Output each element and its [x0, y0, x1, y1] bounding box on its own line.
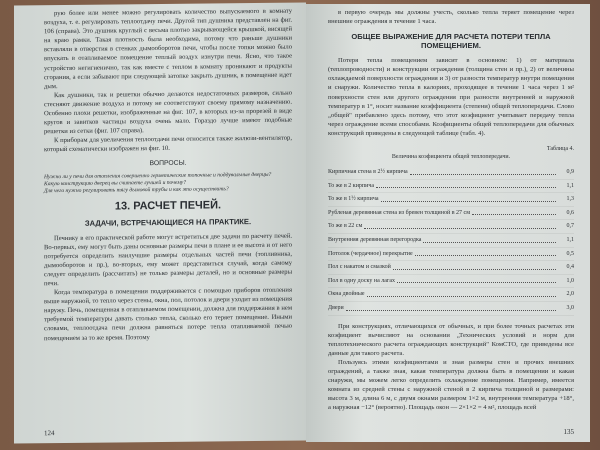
row-name: Пол с накатом и смазкой: [328, 264, 391, 271]
row-name: Двери: [328, 304, 344, 311]
leader-dots: [364, 220, 556, 229]
row-name: То же в 1½ кирпича: [328, 196, 379, 203]
table-row: [328, 193, 574, 207]
row-name: То же в 22 см: [328, 223, 363, 230]
table-row: [328, 275, 574, 289]
question: Какую конструкцию дверец вы считаете лучшей и почему?: [44, 179, 187, 187]
leader-dots: [346, 302, 556, 311]
paragraph: в первую очередь мы должны учесть, сколько тепла теряет помещение через внешние ограждения в течение 1 часа.: [328, 9, 574, 26]
leader-dots: [376, 180, 556, 189]
leader-dots: [410, 166, 556, 175]
table-row: [328, 220, 574, 234]
section-title: ЗАДАЧИ, ВСТРЕЧАЮЩИЕСЯ НА ПРАКТИКЕ.: [84, 216, 252, 228]
table-row: [328, 261, 574, 275]
paragraph: рую более или менее можно регулировать количество выпускаемого в комнату воздуха, т. е. регулировать теплоотдачу печи. Другой тип душника представлен на фиг. 106 (справа). Это душник круглый с весьма плотно закрывающейся крышкой, висящей на краю рамки. Такая плотность была необходима, потому что раньше душники вставляли в отверстия в стенках дымооборотов печи, чтобы после топки можно было впускать в отапливаемое помещение теплый воздух изнутри печи. Ясно, что такое устройство негигиенично, так как вместе с теплом в комнату проникают и продукты сгорания, а если забывают при следующей затопке закрыть душник, в помещение идет дым.: [44, 7, 292, 90]
leader-dots: [423, 234, 556, 243]
row-value: 0,4: [566, 264, 574, 271]
paragraph: Потеря тепла помещением зависит в основном: 1) от материала (теплопроводности) и конструкции ограждения (толщина стен и пр.), 2) от величины охлаждаемой поверхности ограждения и 3) от разности температур внутри помещения и снаружи. Количество тепла в калориях, проходящее в течение 1 часа через 1 м² поверхности стен или другого ограждения при разности внутренней и наружной температур в 1°, носит название коэффициента (степени) общей теплопередачи. Слово „общей" прибавлено здесь потому, что этот коэфициент учитывает передачу тепла через ограждение всеми способами. Коэфициенты общей теплопередачи для обычных конструкций приведены в следующей таблице (табл. 4).: [328, 57, 574, 137]
table-label: Таблица 4.: [546, 146, 574, 153]
paragraph: При конструкциях, отличающихся от обычных, и при более точных расчетах эти коэфициент вычисляют на основании „Технических условий и норм для теплотехнического расчета ограждающих конструкций" КомСТО, где приведены все данные для такого расчета.: [328, 322, 574, 357]
row-name: Рубленая деревянная стена из бревен толщиной в 27 см: [328, 209, 470, 216]
row-value: 1,1: [566, 237, 574, 243]
table-row: [328, 234, 574, 248]
paragraph: Когда температура в помещении поддерживается с помощью приборов отопления выше наружной, то тепло через стены, окна, пол, потолок и двери уходит из помещения наружу. Печь, помещенная в отапливаемом помещении, должна для поддержания в нем требуемой температуры давать столько тепла, сколько его теряет помещение. Иными словами, теплоотдача печи должна равняться потере тепла отапливаемой печью помещением за то же время. Поэтому: [44, 286, 292, 342]
row-value: 0,5: [566, 250, 574, 257]
paragraph: К приборам для увеличения теплоотдачи печи относится также жалюзи-вентилятор, который схематически изображен на фиг. 10.: [44, 134, 292, 154]
row-value: 3,0: [566, 304, 574, 311]
row-value: 2,0: [566, 291, 574, 298]
leader-dots: [381, 193, 556, 202]
row-name: Потолок (чердачное) перекрытие: [328, 250, 413, 257]
leader-dots: [367, 288, 556, 297]
row-name: Пол в одну доску на лагах: [328, 277, 396, 284]
row-value: 1,0: [566, 277, 574, 284]
row-name: То же в 2 кирпича: [328, 182, 375, 189]
coefficient-table: [328, 166, 574, 316]
page-number: 124: [44, 429, 55, 438]
page-number: 135: [563, 428, 574, 436]
question: Для чего нужно регулировать тягу дымовой трубы и как это осуществить?: [44, 185, 229, 194]
table-row: [328, 248, 574, 262]
row-value: 0,6: [566, 209, 574, 216]
table-row: [328, 207, 574, 221]
right-page: [306, 4, 590, 442]
left-page: [14, 2, 306, 443]
row-name: Кирпичная стена в 2½ кирпича: [328, 169, 408, 176]
table-row: [328, 180, 574, 194]
row-value: 1,1: [566, 182, 574, 189]
questions-title: ВОПРОСЫ.: [149, 159, 187, 167]
row-value: 0,7: [566, 223, 574, 230]
paragraph: Как душники, так и решетки обычно делаются недостаточных размеров, сильно стесняют движение воздуха и потому не соответствуют своему прямому назначению. Особенно плохи решетки, изображенные на фиг. 107, в которых из-за прорезей в виде кругов и завитков частицы воздуха очень мало. Гораздо лучше имеют подобные решетки из сетки (фиг. 107 справа).: [44, 89, 292, 136]
table-title: Величина коэфициента общей теплопередачи.: [391, 154, 511, 161]
leader-dots: [472, 207, 556, 216]
table-row: [328, 302, 574, 316]
row-value: 1,3: [566, 196, 574, 203]
row-value: 0,9: [566, 169, 574, 176]
chapter-title: 13. РАСЧЕТ ПЕЧЕЙ.: [114, 198, 222, 212]
row-name: Внутренняя деревянная перегородка: [328, 237, 422, 243]
leader-dots: [397, 275, 556, 284]
section-heading: ОБЩЕЕ ВЫРАЖЕНИЕ ДЛЯ РАСЧЕТА ПОТЕРИ ТЕПЛА ПОМЕЩЕНИЕМ.: [351, 32, 551, 51]
leader-dots: [415, 248, 556, 257]
paragraph: Печнику в его практической работе могут встретиться две задачи по расчету печей. Во-первых, ему могут быть даны основные размеры печи в плане и ее высота и от него потребуется определить наилучшие размеры отдельных частей печи (топливника, дымооборотов и пр.), во-вторых, ему может представиться случай, когда самому следует определить (рассчитать) не только размеры деталей, но и основные размеры печи.: [44, 232, 292, 288]
row-name: Окна двойные: [328, 291, 365, 298]
table-row: [328, 288, 574, 302]
paragraph: Пользуясь этими коэфициентами и зная размеры стен и прочих внешних ограждений, а также зная, какая температура должна быть в помещении и какая снаружи, мы можем легко определить охлаждение помещения. Например, имеется комната из средней стены с наружной стеной в 2 кирпича толщиной и размерами: высота 3 м, длина 6 м, с двумя окнами размером 1×2 м, внутренняя температура +18°, а наружная −12° (вероятно). Площадь окон — 2×1×2 = 4 м², площадь всей: [328, 358, 574, 412]
table-row: [328, 166, 574, 180]
leader-dots: [393, 261, 556, 270]
question: Нужно ли у печи для отопления совершенно герметические топочные и поддувальные дверцы?: [44, 171, 272, 180]
